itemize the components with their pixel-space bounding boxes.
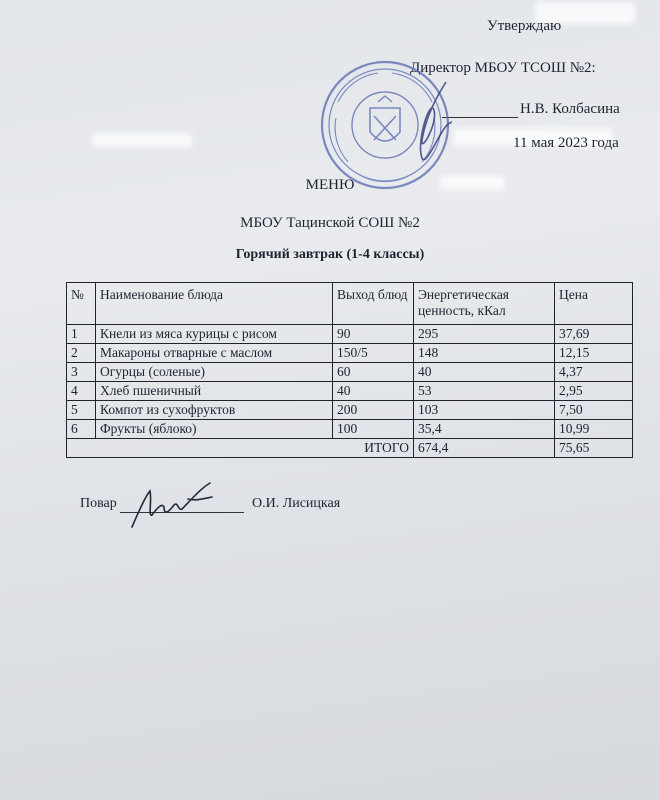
cell-energy: 53 bbox=[414, 382, 555, 401]
menu-table bbox=[66, 282, 633, 458]
cell-output: 100 bbox=[333, 420, 414, 439]
cell-number: 3 bbox=[67, 363, 96, 382]
cell-price: 10,99 bbox=[555, 420, 633, 439]
table-row bbox=[67, 325, 633, 344]
approval-line-1: Утверждаю bbox=[487, 18, 562, 34]
director-signature-line bbox=[442, 117, 518, 118]
cell-price: 7,50 bbox=[555, 401, 633, 420]
cell-price: 37,69 bbox=[555, 325, 633, 344]
cell-price: 2,95 bbox=[555, 382, 633, 401]
total-price: 75,65 bbox=[555, 439, 633, 458]
table-row bbox=[67, 420, 633, 439]
column-header-price: Цена bbox=[555, 283, 633, 325]
cook-name: О.И. Лисицкая bbox=[252, 496, 341, 511]
cell-dish: Хлеб пшеничный bbox=[96, 382, 333, 401]
cell-output: 90 bbox=[333, 325, 414, 344]
cell-energy: 295 bbox=[414, 325, 555, 344]
column-header-dish: Наименование блюда bbox=[96, 283, 333, 325]
cell-output: 40 bbox=[333, 382, 414, 401]
signature-icon bbox=[118, 477, 228, 537]
column-header-output: Выход блюд bbox=[333, 283, 414, 325]
director-name: Н.В. Колбасина bbox=[520, 101, 620, 117]
cell-number: 5 bbox=[67, 401, 96, 420]
school-seal-icon bbox=[318, 58, 452, 192]
cook-label: Повар bbox=[80, 496, 117, 511]
cell-energy: 40 bbox=[414, 363, 555, 382]
table-row bbox=[67, 382, 633, 401]
cell-price: 12,15 bbox=[555, 344, 633, 363]
table-total-row bbox=[67, 439, 633, 458]
cell-dish: Макароны отварные с маслом bbox=[96, 344, 333, 363]
table-row bbox=[67, 363, 633, 382]
cell-dish: Фрукты (яблоко) bbox=[96, 420, 333, 439]
cell-output: 150/5 bbox=[333, 344, 414, 363]
table-row bbox=[67, 344, 633, 363]
cell-number: 2 bbox=[67, 344, 96, 363]
cell-number: 6 bbox=[67, 420, 96, 439]
approval-date: 11 мая 2023 года bbox=[513, 135, 619, 151]
column-header-number: № bbox=[67, 283, 96, 325]
cell-dish: Огурцы (соленые) bbox=[96, 363, 333, 382]
school-name: МБОУ Тацинской СОШ №2 bbox=[240, 215, 420, 231]
approval-line-2: Директор МБОУ ТСОШ №2: bbox=[410, 60, 596, 76]
cell-dish: Компот из сухофруктов bbox=[96, 401, 333, 420]
meal-title: Горячий завтрак (1-4 классы) bbox=[235, 247, 425, 262]
cell-number: 4 bbox=[67, 382, 96, 401]
light-glare bbox=[92, 133, 192, 147]
table-header-row bbox=[67, 283, 633, 325]
total-label: ИТОГО bbox=[67, 439, 414, 458]
cell-dish: Кнели из мяса курицы с рисом bbox=[96, 325, 333, 344]
cell-price: 4,37 bbox=[555, 363, 633, 382]
cell-number: 1 bbox=[67, 325, 96, 344]
cell-energy: 35,4 bbox=[414, 420, 555, 439]
column-header-energy: Энергетическая ценность, кКал bbox=[414, 283, 555, 325]
table-row bbox=[67, 401, 633, 420]
cell-output: 60 bbox=[333, 363, 414, 382]
total-energy: 674,4 bbox=[414, 439, 555, 458]
cell-energy: 103 bbox=[414, 401, 555, 420]
document-title: МЕНЮ bbox=[305, 177, 355, 193]
cell-energy: 148 bbox=[414, 344, 555, 363]
cell-output: 200 bbox=[333, 401, 414, 420]
